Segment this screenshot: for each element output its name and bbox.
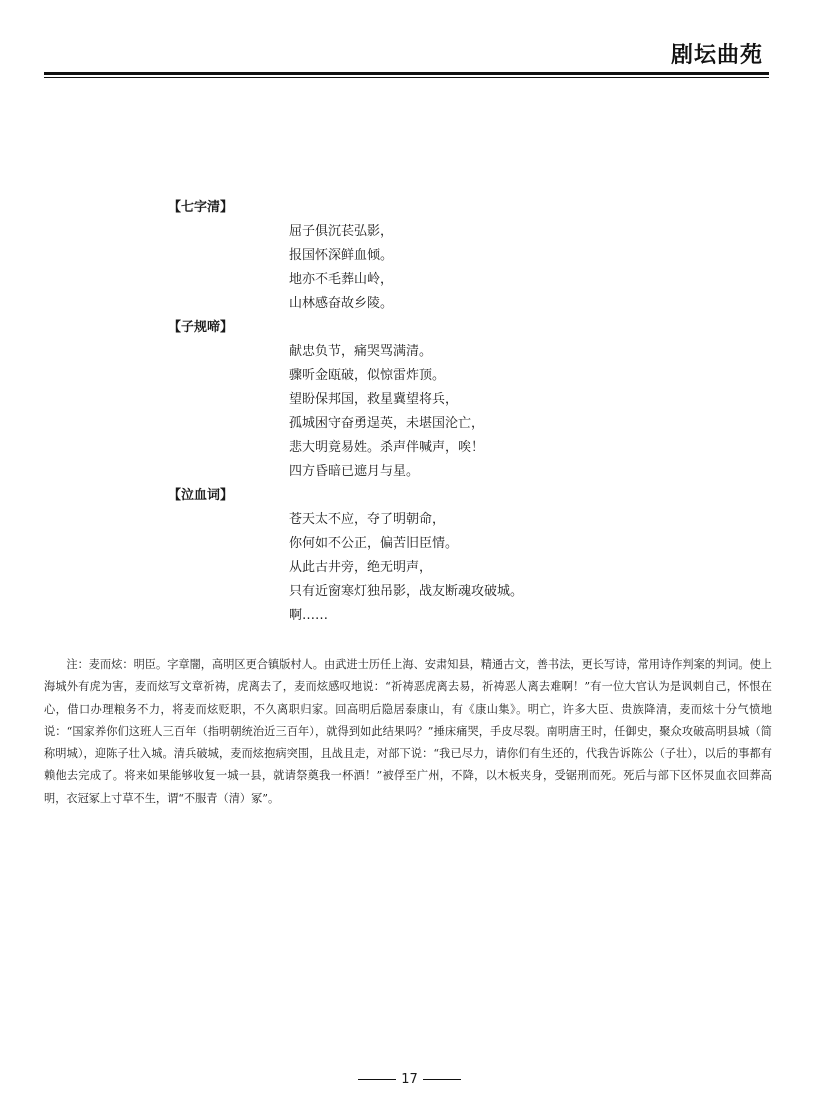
verse-line: 地亦不毛葬山岭，: [289, 272, 394, 287]
footnote-text: 注：麦而炫：明臣。字章闇，高明区更合镇版村人。由武进士历任上海、安肃知县，精通古文，善书法，更长写诗，常用诗作判案的判词。使上海城外有虎为害，麦而炫写文章祈祷，虎离去了，麦而炫感叹地说：“祈祷恶虎离去易，祈祷恶人离去难啊！”有一位大官认为是讽刺自己，怀恨在心，借口办理粮务不力，将麦而炫贬职，不久离职归家。回高明后隐居泰康山，有《康山集》。明亡，许多大臣、贵族降清，麦而炫十分气愤地说：“国家养你们这班人三百年（指明朝统治近三百年），就得到如此结果吗？”捶床痛哭，手皮尽裂。南明唐王时，任御史，聚众攻破高明县城（简称明城），迎陈子壮入城。清兵破城，麦而炫抱病突围，且战且走，对部下说：“我已尽力，请你们有生还的，代我告诉陈公（子壮），以后的事都有赖他去完成了。将来如果能够收复一城一县，就请祭奠我一杯酒！”被俘至广州，不降，以木板夹身，受锯刑而死。死后与部下区怀炅血衣回葬高明，衣冠冢上寸草不生，谓“不服青（清）冢”。: [44, 658, 772, 805]
verse-line: 悲大明竟易姓。杀声伴喊声，唉！: [289, 440, 485, 455]
verse-line: 报国怀深鲜血倾。: [289, 248, 394, 263]
footer-dash-left: [358, 1079, 396, 1080]
header-rule-thick: [44, 72, 769, 75]
verse-line: 只有近窗寒灯独吊影，战友断魂攻破城。: [289, 584, 524, 599]
footer-dash-right: [423, 1079, 461, 1080]
verse-line: 孤城困守奋勇逞英，未堪国沦亡，: [289, 416, 485, 431]
verse-section: [168, 316, 648, 484]
verse-line: 苍天太不应，夺了明朝命，: [289, 512, 446, 527]
tune-title: 【泣血词】: [168, 488, 234, 503]
page-footer: [0, 1072, 819, 1087]
verse-line: 山林感奋故乡陵。: [289, 296, 394, 311]
verse-line: 骤听金瓯破，似惊雷炸顶。: [289, 368, 446, 383]
header-rule-thin: [44, 77, 769, 78]
tune-title: 【七字清】: [168, 200, 234, 215]
section-title: 剧坛曲苑: [670, 43, 763, 68]
verse-section: [168, 196, 648, 316]
verse-block: [168, 196, 648, 628]
verse-section: [168, 484, 648, 628]
tune-title: 【子规啼】: [168, 320, 234, 335]
page-number: 17: [401, 1072, 418, 1087]
verse-line: 望盼保邦国，救星冀望将兵，: [289, 392, 459, 407]
verse-line: 啊……: [289, 608, 329, 623]
verse-line: 你何如不公正，偏苦旧臣情。: [289, 536, 459, 551]
footnote: [44, 654, 772, 810]
verse-line: 屈子俱沉苌弘影，: [289, 224, 394, 239]
verse-line: 从此古井旁，绝无明声，: [289, 560, 433, 575]
verse-line: 四方昏暗已遮月与星。: [289, 464, 420, 479]
verse-line: 献忠负节，痛哭骂满清。: [289, 344, 433, 359]
